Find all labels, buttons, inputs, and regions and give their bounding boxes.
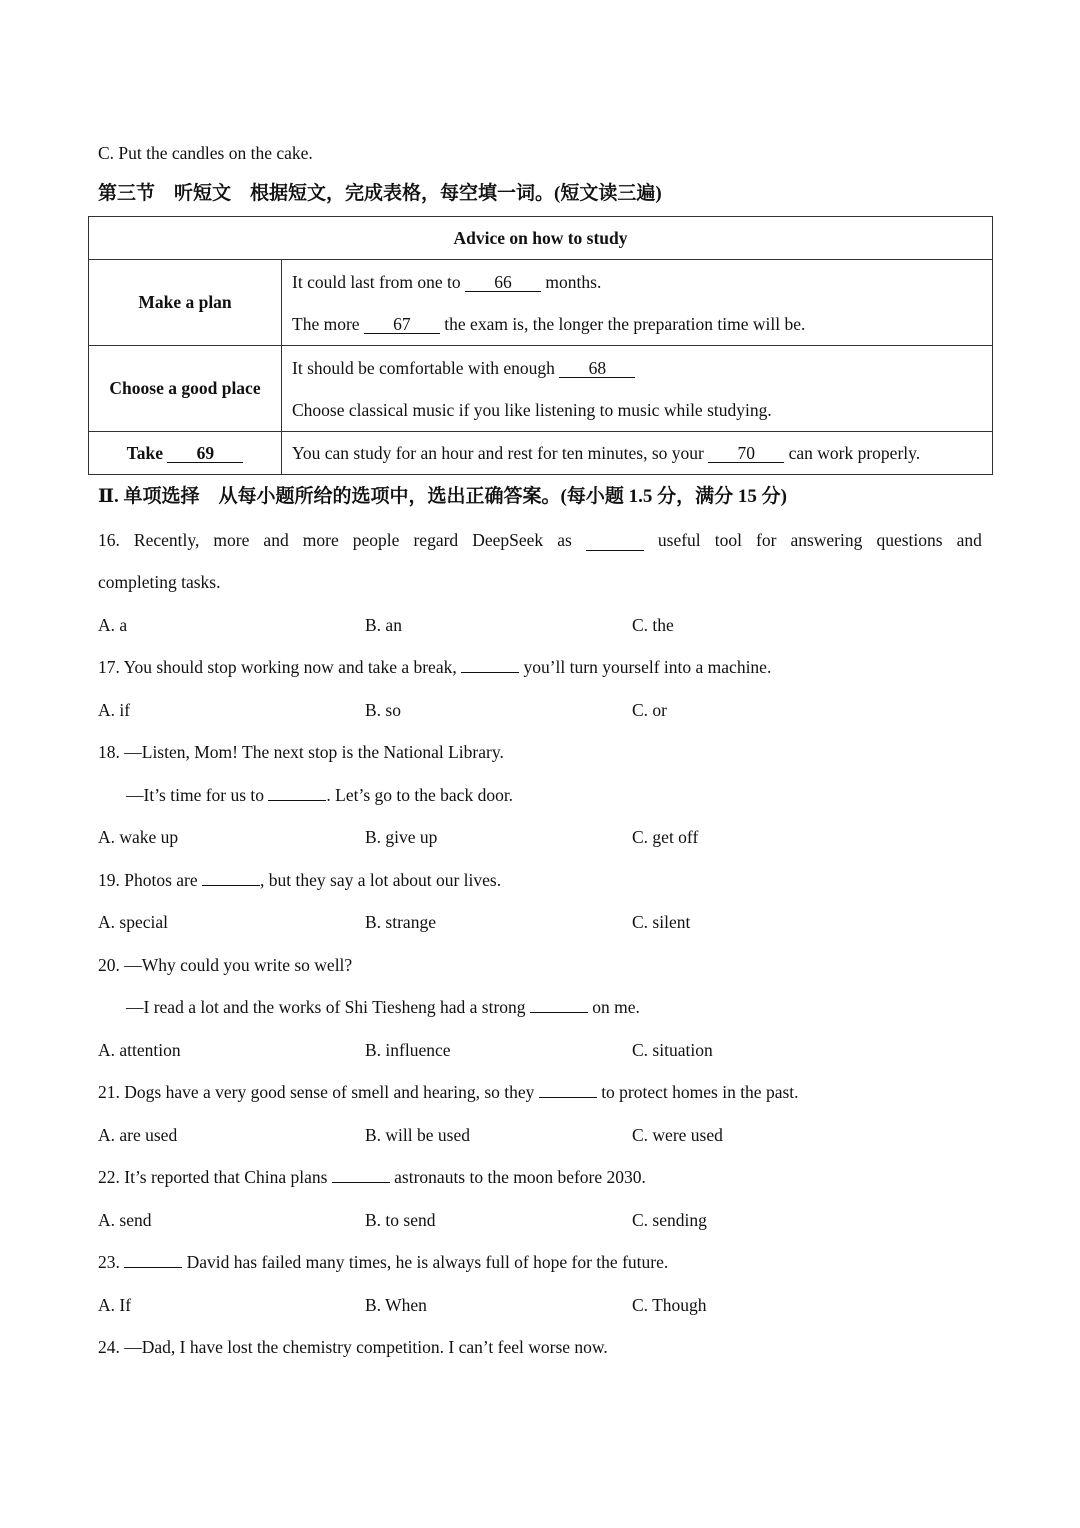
question-20-line-1: 20. —Why could you write so well?	[98, 955, 353, 975]
option-a: A. special	[98, 912, 168, 932]
question-21-stem: 21. Dogs have a very good sense of smell and hearing, so they to protect homes in the past.	[98, 1082, 799, 1102]
content-line: The more 67 the exam is, the longer the preparation time will be.	[292, 313, 806, 334]
row-label: Choose a good place	[89, 346, 282, 432]
option-c: C. Though	[632, 1295, 707, 1315]
table-row	[89, 432, 993, 475]
row-label: Make a plan	[89, 260, 282, 346]
question-20-line-2: —I read a lot and the works of Shi Tiesheng had a strong on me.	[126, 997, 640, 1017]
answer-blank-69: 69	[167, 444, 243, 463]
section-2-heading: Ⅱ. 单项选择 从每小题所给的选项中，选出正确答案。(每小题 1.5 分，满分 15 分)	[98, 486, 787, 507]
option-a: A. wake up	[98, 827, 179, 847]
option-b: B. give up	[365, 827, 438, 847]
answer-blank-66: 66	[465, 273, 541, 292]
option-a: A. If	[98, 1295, 132, 1315]
row-content	[282, 260, 993, 346]
option-c: C. or	[632, 700, 667, 720]
option-b: B. When	[365, 1295, 427, 1315]
question-23-stem: 23. David has failed many times, he is always full of hope for the future.	[98, 1252, 669, 1272]
option-b: B. so	[365, 700, 401, 720]
question-18-line-1: 18. —Listen, Mom! The next stop is the National Library.	[98, 742, 504, 762]
content-line: It should be comfortable with enough 68	[292, 347, 982, 389]
option-a: A. send	[98, 1210, 152, 1230]
option-b: B. strange	[365, 912, 436, 932]
option-c: C. sending	[632, 1210, 707, 1230]
option-c: C. get off	[632, 827, 699, 847]
option-b: B. influence	[365, 1040, 451, 1060]
content-line: It could last from one to 66 months.	[292, 271, 602, 292]
answer-blank-67: 67	[364, 315, 440, 334]
answer-blank	[124, 1267, 182, 1268]
answer-blank	[461, 672, 519, 673]
section-3-heading: 第三节 听短文 根据短文，完成表格，每空填一词。(短文读三遍)	[98, 183, 662, 204]
option-b: B. to send	[365, 1210, 436, 1230]
answer-blank	[332, 1182, 390, 1183]
answer-blank-68: 68	[559, 359, 635, 378]
table-row	[89, 260, 993, 346]
option-a: A. attention	[98, 1040, 181, 1060]
advice-table	[88, 216, 993, 475]
question-18-line-2: —It’s time for us to . Let’s go to the back door.	[126, 785, 514, 805]
question-16-line-2: completing tasks.	[98, 572, 221, 592]
content-line: Choose classical music if you like listening to music while studying.	[292, 399, 772, 420]
question-24-stem: 24. —Dad, I have lost the chemistry competition. I can’t feel worse now.	[98, 1337, 608, 1357]
option-c: C. the	[632, 615, 674, 635]
question-22-stem: 22. It’s reported that China plans astronauts to the moon before 2030.	[98, 1167, 646, 1187]
option-c: C. silent	[632, 912, 691, 932]
option-a: A. a	[98, 615, 128, 635]
option-c: C. situation	[632, 1040, 713, 1060]
option-a: A. if	[98, 700, 131, 720]
question-19-stem: 19. Photos are , but they say a lot about our lives.	[98, 870, 502, 890]
answer-blank	[530, 1012, 588, 1013]
question-16-line-1: 16. Recently, more and more people regard DeepSeek as useful tool for answering questions and	[98, 530, 982, 550]
question-17-stem: 17. You should stop working now and take a break, you’ll turn yourself into a machine.	[98, 657, 772, 677]
answer-blank	[539, 1097, 597, 1098]
content-line: You can study for an hour and rest for ten minutes, so your 70 can work properly.	[292, 443, 921, 463]
row-content	[282, 432, 993, 475]
row-label: Take 69	[89, 432, 282, 475]
answer-blank	[202, 885, 260, 886]
answer-blank-70: 70	[708, 444, 784, 463]
question-15-option-c: C. Put the candles on the cake.	[98, 143, 313, 163]
answer-blank	[268, 800, 326, 801]
table-row	[89, 346, 993, 432]
row-content	[282, 346, 993, 432]
option-c: C. were used	[632, 1125, 723, 1145]
option-b: B. an	[365, 615, 402, 635]
table-title: Advice on how to study	[89, 217, 993, 260]
option-b: B. will be used	[365, 1125, 470, 1145]
option-a: A. are used	[98, 1125, 178, 1145]
